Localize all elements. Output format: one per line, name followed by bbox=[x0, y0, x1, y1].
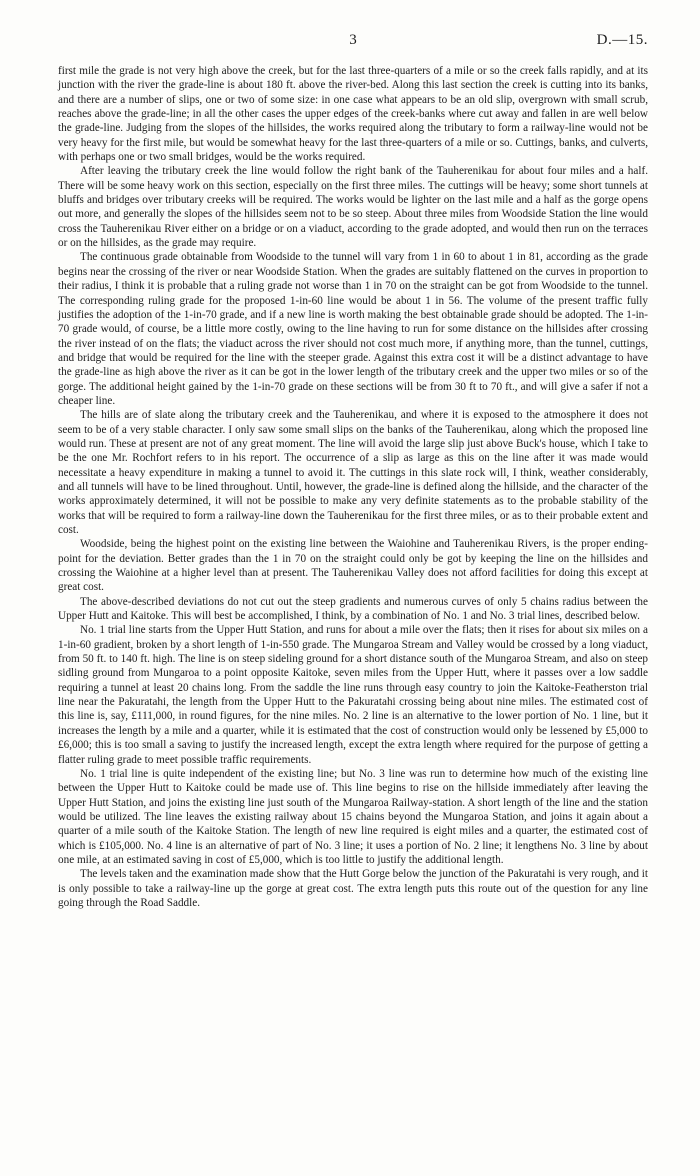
paragraph: Woodside, being the highest point on the existing line between the Waiohine and Tauherenikau Rivers, is the proper ending-point for the deviation. Better grades than the 1 in 70 on the straight could only be got by keeping the line on the hillsides and crossing the Waiohine at a higher level than at present. The Tauherenikau Valley does not afford facilities for doing this except at great cost. bbox=[58, 538, 648, 594]
page-header bbox=[58, 32, 648, 54]
paragraph: The levels taken and the examination made show that the Hutt Gorge below the junction of the Pakuratahi is very rough, and it is only possible to take a railway-line up the gorge at great cost. The extra length puts this route out of the question for any line going through the Road Saddle. bbox=[58, 868, 648, 909]
paragraph: The hills are of slate along the tributary creek and the Tauherenikau, and where it is exposed to the atmosphere it does not seem to be of a very stable character. I only saw some small slips on the banks of the Tauherenikau, along which the proposed line would run. These at present are not of any great moment. The line will avoid the large slip just above Buck's house, which I take to be the one Mr. Rochfort refers to in his report. The occurrence of a slip as large as this on the line after it was made would necessitate a heavy expenditure in making a tunnel to avoid it. The cuttings in this slate rock will, I think, weather considerably, and all tunnels will have to be lined throughout. Until, however, the grade-line is defined along the hillside, and the character of the works approximately determined, it will not be possible to make any very definite statements as to the probable stability of the works that will be required to form a railway-line down the Tauherenikau for the first three miles, or as to their probable extent and cost. bbox=[58, 409, 648, 536]
paragraph: first mile the grade is not very high above the creek, but for the last three-quarters of a mile or so the creek falls rapidly, and at its junction with the river the grade-line is about 180 ft. above the river-bed. Along this last section the creek is cutting into its banks, and there are a number of slips, one or two of some size: in one case what appears to be an old slip, overgrown with small scrub, reaches above the grade-line; in all the other cases the upper edges of the creek-banks where cut away and fallen in are well below the grade-line. Judging from the slopes of the hillsides, the works required along the tributary to form a railway-line would not be very heavy for the first mile, but would be somewhat heavy for the last three-quarters of a mile or so. Cuttings, banks, and culverts, with perhaps one or two small bridges, would be the works required. bbox=[58, 65, 648, 164]
page-number: 3 bbox=[349, 32, 357, 48]
body-text bbox=[58, 64, 648, 910]
paragraph: No. 1 trial line starts from the Upper Hutt Station, and runs for about a mile over the flats; then it rises for about six miles on a 1-in-60 gradient, broken by a short length of 1-in-550 grade. The Mungaroa Stream and Valley would be crossed by a long viaduct, from 50 ft. to 140 ft. high. The line is on steep sideling ground for a short distance south of the Mungaroa Stream, and also on steep sidling ground from Mungaroa to a point opposite Kaitoke, seven miles from the Upper Hutt, where it passes over a low saddle requiring a tunnel at least 20 chains long. From the saddle the line runs through easy country to join the Kaitoke-Featherston trial line near the Pakuratahi, the length from the Upper Hutt to the Pakuratahi crossing being about nine miles. The estimated cost of this line is, say, £111,000, in round figures, for the nine miles. No. 2 line is an alternative to the lower portion of No. 1 line, but it increases the length by a mile and a quarter, while it is estimated that the cost of construction would only be lessened by £5,000 to £6,000; this is too small a saving to justify the increased length, except the extra length where required for the purpose of getting a flatter ruling grade to meet possible traffic requirements. bbox=[58, 624, 648, 766]
paragraph: After leaving the tributary creek the line would follow the right bank of the Tauherenikau for about four miles and a half. There will be some heavy work on this section, especially on the first three miles. The cuttings will be heavy; some short tunnels at bluffs and bridges over tributary creeks will be required. The works would be lighter on the last mile and a half as the gorge opens out more, and generally the slopes of the hillsides seem not to be so steep. About three miles from Woodside Station the line would cross the Tauherenikau River either on a bridge or on a viaduct, according to the grade adopted, and would then run on the terraces or on the hillsides, as the grade may require. bbox=[58, 165, 648, 250]
paragraph: The above-described deviations do not cut out the steep gradients and numerous curves of only 5 chains radius between the Upper Hutt and Kaitoke. This will best be accomplished, I think, by a combination of No. 1 and No. 3 trial lines, described below. bbox=[58, 595, 648, 623]
paragraph: The continuous grade obtainable from Woodside to the tunnel will vary from 1 in 60 to about 1 in 81, according as the grade begins near the crossing of the river or near Woodside Station. When the grades are suitably flattened on the curves in proportion to their radius, I think it is probable that a ruling grade not worse than 1 in 70 on the straight can be got from Woodside to the tunnel. The corresponding ruling grade for the proposed 1-in-60 line would be about 1 in 56. The volume of the present traffic fully justifies the adoption of the 1-in-70 grade, and if a new line is worth making the best obtainable grade should be adopted. The 1-in-70 grade would, of course, be a little more costly, owing to the line having to run for some distance on the hillsides after crossing the river instead of on the flats; the viaduct across the river should not cost much more, if anything more, than the tunnel, cuttings, and bridge that would be required for the line with the steeper grade. Against this extra cost it will be a distinct advantage to have the grade-line as high above the river as it can be got in the lower length of the tributary creek and the upper two miles or so of the gorge. The additional height gained by the 1-in-70 grade on these sections will be from 30 ft to 70 ft., and will give a safer if not a cheaper line. bbox=[58, 251, 648, 407]
paragraph: No. 1 trial line is quite independent of the existing line; but No. 3 line was run to determine how much of the existing line between the Upper Hutt to Kaitoke could be made use of. This line begins to rise on the hillside immediately after leaving the Upper Hutt Station, and joins the existing line just south of the Mungaroa Railway-station. A short length of the line and the station would be utilized. The line leaves the existing railway about 15 chains beyond the Mungaroa Station, and joins it again about a quarter of a mile south of the Kaitoke Station. The length of new line required is eight miles and a quarter, the estimated cost of which is £105,000. No. 4 line is an alternative of part of No. 3 line; it uses a portion of No. 2 line; it lengthens No. 3 line by about one mile, at an estimated saving in cost of £5,000, which is too little to justify the additional length. bbox=[58, 767, 648, 866]
document-reference: D.—15. bbox=[596, 32, 648, 48]
